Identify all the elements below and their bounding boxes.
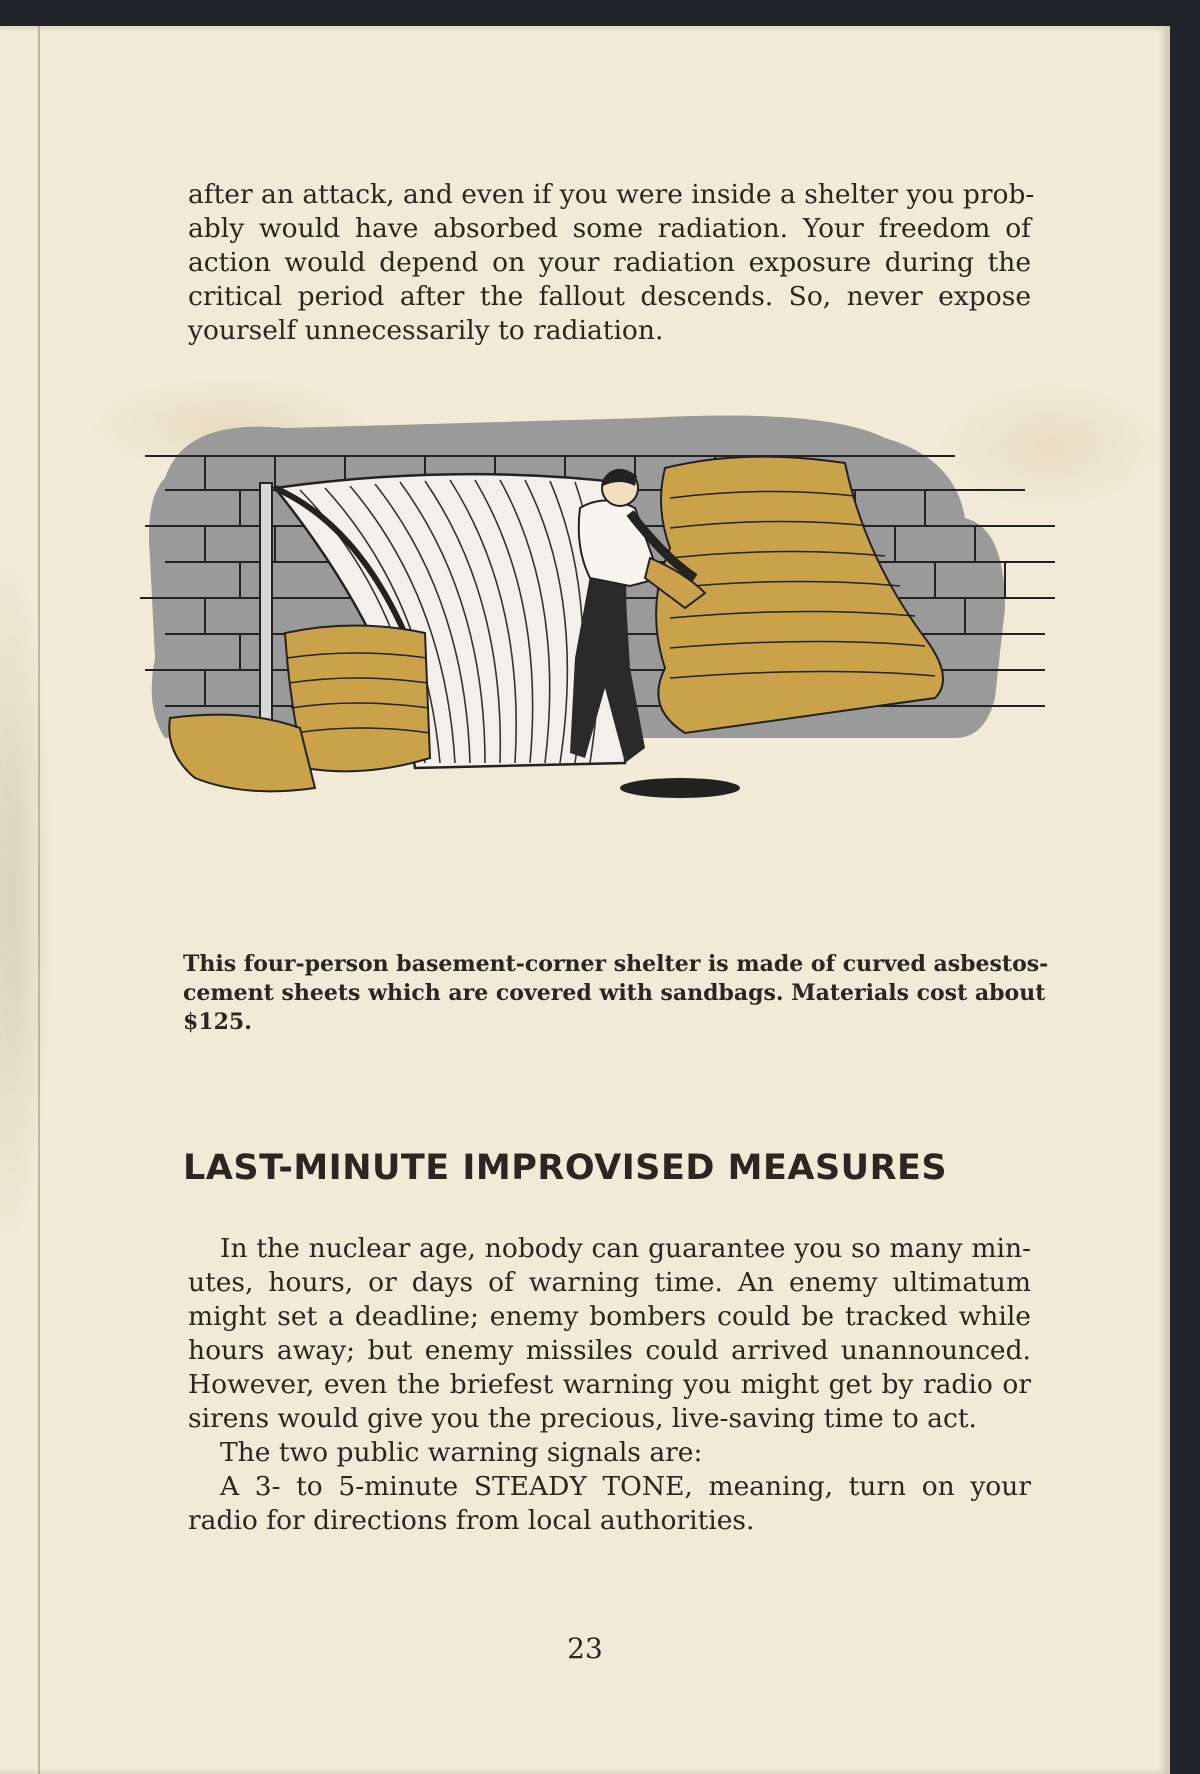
- illustration-caption: [183, 950, 1049, 1037]
- intro-line: critical period after the fallout descends. So, never expose: [188, 281, 1031, 312]
- body-line: A 3- to 5-minute STEADY TONE, meaning, turn on your: [220, 1471, 1031, 1502]
- body-paragraph: [188, 1232, 1031, 1538]
- intro-line: yourself unnecessarily to radiation.: [188, 315, 664, 346]
- body-line: In the nuclear age, nobody can guarantee you so many min-: [220, 1233, 1031, 1264]
- body-line: might set a deadline; enemy bombers could be tracked while: [188, 1301, 1031, 1332]
- intro-paragraph: [188, 178, 1035, 348]
- section-heading: LAST-MINUTE IMPROVISED MEASURES: [183, 1148, 948, 1188]
- page-gutter: [38, 26, 40, 1774]
- body-line: utes, hours, or days of warning time. An enemy ultimatum: [188, 1267, 1031, 1298]
- body-line: sirens would give you the precious, live-saving time to act.: [188, 1403, 977, 1434]
- intro-line: ably would have absorbed some radiation. Your freedom of: [188, 213, 1031, 244]
- body-line: The two public warning signals are:: [220, 1437, 703, 1468]
- intro-line: after an attack, and even if you were inside a shelter you prob-: [188, 179, 1035, 210]
- body-line: However, even the briefest warning you might get by radio or: [188, 1369, 1031, 1400]
- page-number: 23: [567, 1632, 603, 1665]
- intro-line: action would depend on your radiation exposure during the: [188, 247, 1031, 278]
- body-line: hours away; but enemy missiles could arrived unannounced.: [188, 1335, 1031, 1366]
- caption-line: cement sheets which are covered with sandbags. Materials cost about: [183, 980, 1046, 1006]
- body-line: radio for directions from local authorities.: [188, 1505, 755, 1536]
- caption-line: This four-person basement-corner shelter is made of curved asbestos-: [183, 951, 1049, 977]
- shelter-illustration: [125, 408, 1060, 908]
- caption-line: $125.: [183, 1009, 252, 1035]
